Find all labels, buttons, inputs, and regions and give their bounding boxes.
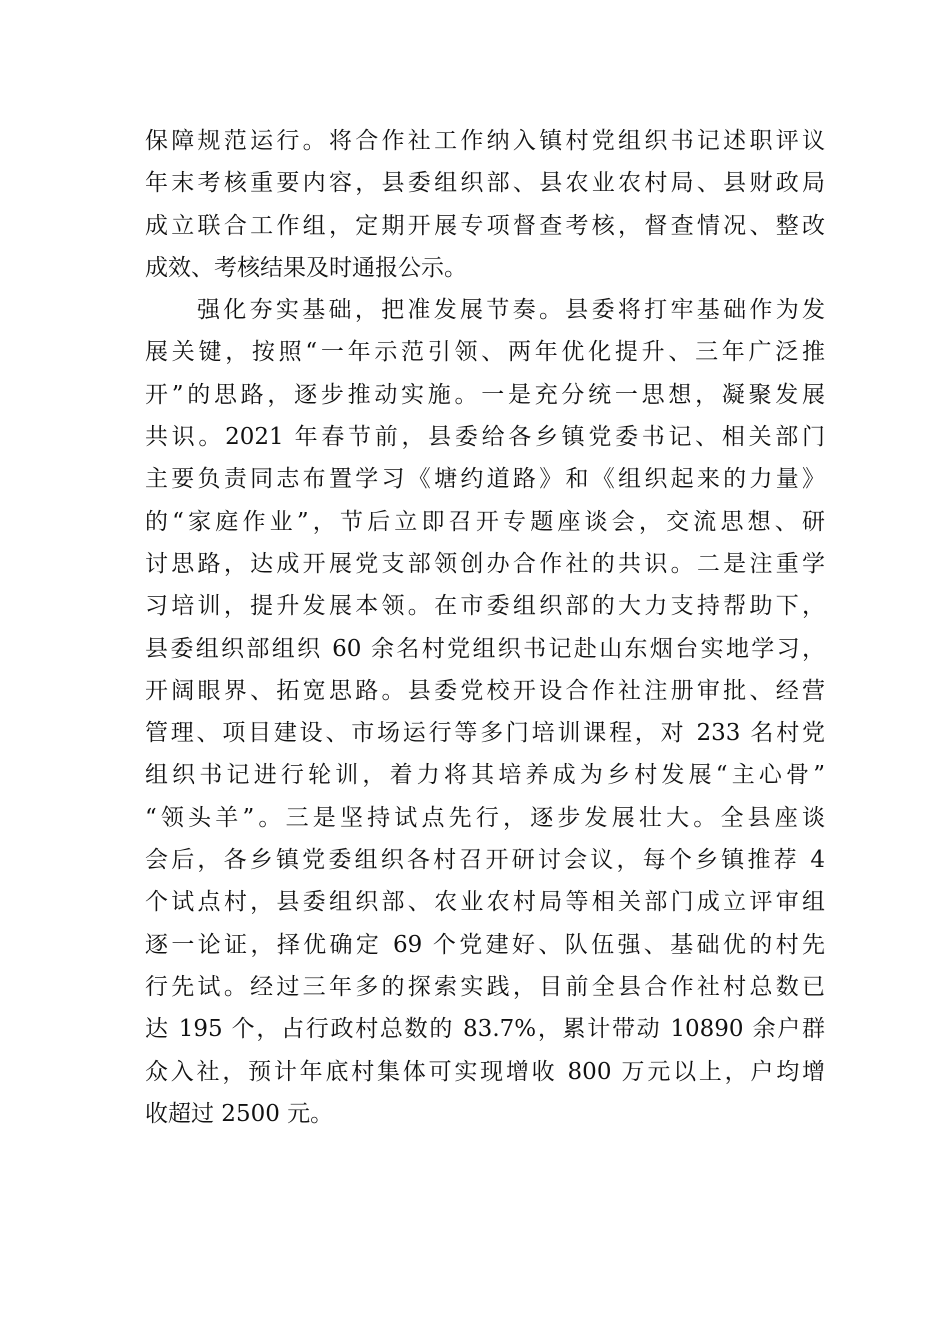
paragraph-line: 收超过 2500 元。 (145, 1100, 334, 1127)
paragraph-line: 保障规范运行。将合作社工作纳入镇村党组织书记述职评议 (145, 128, 825, 154)
paragraph-line: 组织书记进行轮训，着力将其培养成为乡村发展“主心骨” (145, 762, 825, 789)
paragraph-line: 逐一论证，择优确定 69 个党建好、队伍强、基础优的村先 (145, 931, 825, 958)
paragraph-line: 年末考核重要内容，县委组织部、县农业农村局、县财政局 (145, 170, 825, 197)
paragraph-line: 管理、项目建设、市场运行等多门培训课程，对 233 名村党 (145, 720, 825, 747)
paragraph-line: 达 195 个，占行政村总数的 83.7%，累计带动 10890 余户群 (145, 1016, 825, 1043)
paragraph-line: 会后，各乡镇党委组织各村召开研讨会议，每个乡镇推荐 4 (145, 847, 825, 874)
paragraph-line: 展关键，按照“一年示范引领、两年优化提升、三年广泛推 (145, 339, 825, 366)
document-body (145, 120, 825, 1135)
paragraph-line: 成效、考核结果及时通报公示。 (145, 254, 467, 281)
paragraph-2 (145, 289, 825, 1135)
paragraph-line: “领头羊”。三是坚持试点先行，逐步发展壮大。全县座谈 (145, 804, 825, 831)
paragraph-line: 强化夯实基础，把准发展节奏。县委将打牢基础作为发 (197, 297, 825, 324)
paragraph-1 (145, 120, 825, 289)
paragraph-line: 共识。2021 年春节前，县委给各乡镇党委书记、相关部门 (145, 424, 825, 451)
paragraph-line: 行先试。经过三年多的探索实践，目前全县合作社村总数已 (145, 973, 825, 1000)
paragraph-line: 的“家庭作业”，节后立即召开专题座谈会，交流思想、研 (145, 508, 825, 535)
paragraph-line: 个试点村，县委组织部、农业农村局等相关部门成立评审组 (145, 889, 825, 916)
paragraph-line: 开”的思路，逐步推动实施。一是充分统一思想，凝聚发展 (145, 381, 825, 408)
paragraph-line: 习培训，提升发展本领。在市委组织部的大力支持帮助下， (145, 593, 825, 620)
paragraph-line: 县委组织部组织 60 余名村党组织书记赴山东烟台实地学习， (145, 635, 825, 662)
paragraph-line: 讨思路，达成开展党支部领创办合作社的共识。二是注重学 (145, 550, 825, 577)
paragraph-line: 主要负责同志布置学习《塘约道路》和《组织起来的力量》 (145, 466, 825, 493)
paragraph-line: 开阔眼界、拓宽思路。县委党校开设合作社注册审批、经营 (145, 677, 825, 704)
paragraph-line: 众入社，预计年底村集体可实现增收 800 万元以上，户均增 (145, 1058, 825, 1085)
paragraph-line: 成立联合工作组，定期开展专项督查考核，督查情况、整改 (145, 212, 825, 239)
